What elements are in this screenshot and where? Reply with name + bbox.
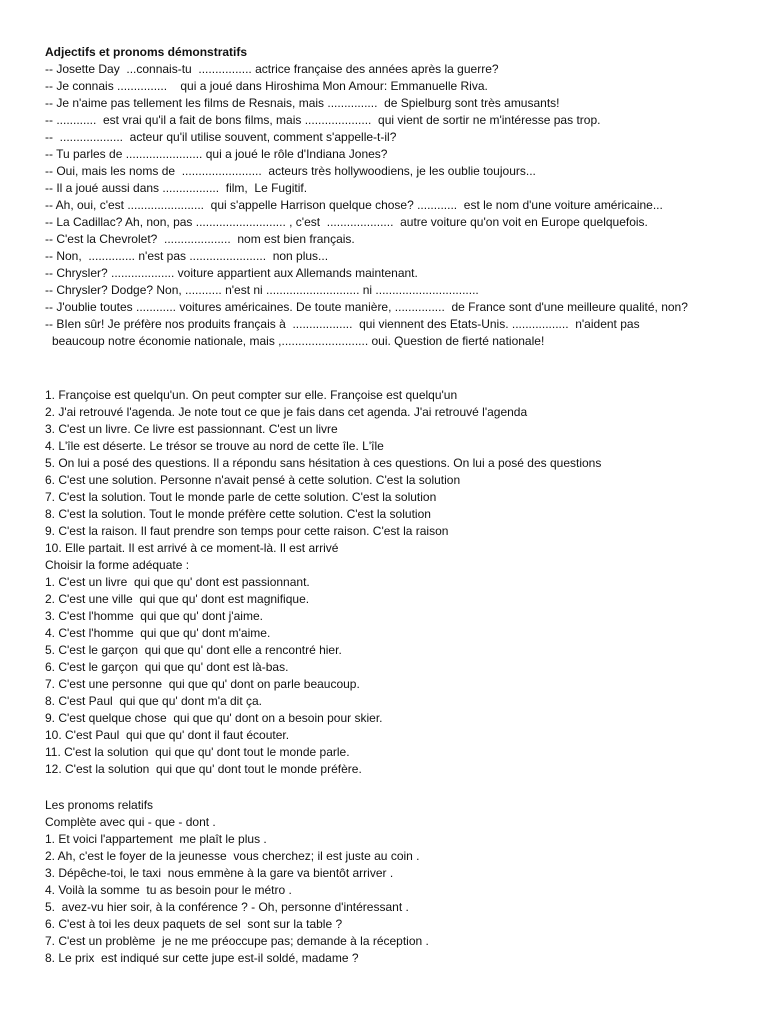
exercise-line: 5. C'est le garçon qui que qu' dont elle a rencontré hier. xyxy=(45,643,342,657)
dialogue-line: -- ................... acteur qu'il utilise souvent, comment s'appelle-t-il? xyxy=(45,130,397,144)
exercise-line: 8. C'est Paul qui que qu' dont m'a dit ça. xyxy=(45,694,263,708)
dialogue-line: -- Non, .............. n'est pas ....................... non plus... xyxy=(45,249,329,263)
exercise-line: 4. Voilà la somme tu as besoin pour le métro . xyxy=(45,883,292,897)
exercise-line: 7. C'est une personne qui que qu' dont on parle beaucoup. xyxy=(45,677,360,691)
dialogue-line: -- Il a joué aussi dans ................. film, Le Fugitif. xyxy=(45,181,308,195)
exercise-line: 11. C'est la solution qui que qu' dont tout le monde parle. xyxy=(45,745,350,759)
relative-pronoun-exercise xyxy=(45,387,745,778)
dialogue-line: -- Tu parles de ....................... qui a joué le rôle d'Indiana Jones? xyxy=(45,147,388,161)
exercise-line: 3. C'est l'homme qui que qu' dont j'aime. xyxy=(45,609,263,623)
exercise-line: 10. C'est Paul qui que qu' dont il faut écouter. xyxy=(45,728,290,742)
exercise-line: 6. C'est à toi les deux paquets de sel sont sur la table ? xyxy=(45,917,343,931)
exercise-line: 10. Elle partait. Il est arrivé à ce moment-là. Il est arrivé xyxy=(45,541,339,555)
exercise-line: 7. C'est la solution. Tout le monde parle de cette solution. C'est la solution xyxy=(45,490,437,504)
dialogue-line: -- Ah, oui, c'est ....................... qui s'appelle Harrison quelque chose? ............ est le nom d'une voiture américaine... xyxy=(45,198,663,212)
dialogue-line-continuation: beaucoup notre économie nationale, mais ,.......................... oui. Question de fierté nationale! xyxy=(52,334,545,348)
dialogue-line: -- Je n'aime pas tellement les films de Resnais, mais ............... de Spielburg sont très amusants! xyxy=(45,96,560,110)
dialogue-line: -- J'oublie toutes ............ voitures américaines. De toute manière, ............... de France sont d'une meilleure qualité, non? xyxy=(45,300,688,314)
exercise-line: 2. Ah, c'est le foyer de la jeunesse vous cherchez; il est juste au coin . xyxy=(45,849,420,863)
exercise-instruction: Complète avec qui - que - dont . xyxy=(45,815,216,829)
exercise-line: 4. C'est l'homme qui que qu' dont m'aime. xyxy=(45,626,271,640)
exercise-line: 3. Dépêche-toi, le taxi nous emmène à la gare va bientôt arriver . xyxy=(45,866,394,880)
exercise-line: 1. Françoise est quelqu'un. On peut compter sur elle. Françoise est quelqu'un xyxy=(45,388,458,402)
exercise-line: 5. avez-vu hier soir, à la conférence ? - Oh, personne d'intéressant . xyxy=(45,900,409,914)
exercise-line: 5. On lui a posé des questions. Il a répondu sans hésitation à ces questions. On lui a posé des questions xyxy=(45,456,602,470)
dialogue-line: -- Je connais ............... qui a joué dans Hiroshima Mon Amour: Emmanuelle Riva. xyxy=(45,79,488,93)
dialogue-line: -- C'est la Chevrolet? .................... nom est bien français. xyxy=(45,232,355,246)
exercise-line: 3. C'est un livre. Ce livre est passionnant. C'est un livre xyxy=(45,422,338,436)
exercise-line: 4. L'île est déserte. Le trésor se trouve au nord de cette île. L'île xyxy=(45,439,384,453)
dialogue-line: -- Chrysler? Dodge? Non, ........... n'est ni ............................ ni ............................... xyxy=(45,283,479,297)
exercise-line: 8. Le prix est indiqué sur cette jupe est-il soldé, madame ? xyxy=(45,951,359,965)
exercise-instruction: Choisir la forme adéquate : xyxy=(45,558,190,572)
exercise-line: 2. J'ai retrouvé l'agenda. Je note tout ce que je fais dans cet agenda. J'ai retrouvé l'agenda xyxy=(45,405,528,419)
exercise-line: 9. C'est la raison. Il faut prendre son temps pour cette raison. C'est la raison xyxy=(45,524,449,538)
exercise-line: 1. C'est un livre qui que qu' dont est passionnant. xyxy=(45,575,310,589)
dialogue-line: -- ............ est vrai qu'il a fait de bons films, mais .................... qui vient de sortir ne m'intéresse pas trop. xyxy=(45,113,601,127)
exercise-line: 7. C'est un problème je ne me préoccupe pas; demande à la réception . xyxy=(45,934,429,948)
exercise-line: 2. C'est une ville qui que qu' dont est magnifique. xyxy=(45,592,310,606)
section-title: Les pronoms relatifs xyxy=(45,798,154,812)
exercise-line: 12. C'est la solution qui que qu' dont tout le monde préfère. xyxy=(45,762,362,776)
dialogue-line: -- Chrysler? ................... voiture appartient aux Allemands maintenant. xyxy=(45,266,418,280)
exercise-line: 6. C'est le garçon qui que qu' dont est là-bas. xyxy=(45,660,289,674)
exercise-line: 8. C'est la solution. Tout le monde préfère cette solution. C'est la solution xyxy=(45,507,431,521)
relative-pronouns-section xyxy=(45,797,745,967)
demonstratives-exercise xyxy=(45,44,745,350)
exercise-line: 9. C'est quelque chose qui que qu' dont on a besoin pour skier. xyxy=(45,711,383,725)
exercise-line: 1. Et voici l'appartement me plaît le plus . xyxy=(45,832,267,846)
section-title: Adjectifs et pronoms démonstratifs xyxy=(45,45,248,59)
dialogue-line: -- Josette Day ...connais-tu ................ actrice française des années après la guerre? xyxy=(45,62,499,76)
dialogue-line: -- BIen sûr! Je préfère nos produits français à .................. qui viennent des Etats-Unis. ................. n'aident pas xyxy=(45,317,640,331)
exercise-line: 6. C'est une solution. Personne n'avait pensé à cette solution. C'est la solution xyxy=(45,473,461,487)
dialogue-line: -- La Cadillac? Ah, non, pas ........................... , c'est .................... autre voiture qu'on voit en Europe quelquefois. xyxy=(45,215,648,229)
dialogue-line: -- Oui, mais les noms de ........................ acteurs très hollywoodiens, je les oublie toujours... xyxy=(45,164,536,178)
